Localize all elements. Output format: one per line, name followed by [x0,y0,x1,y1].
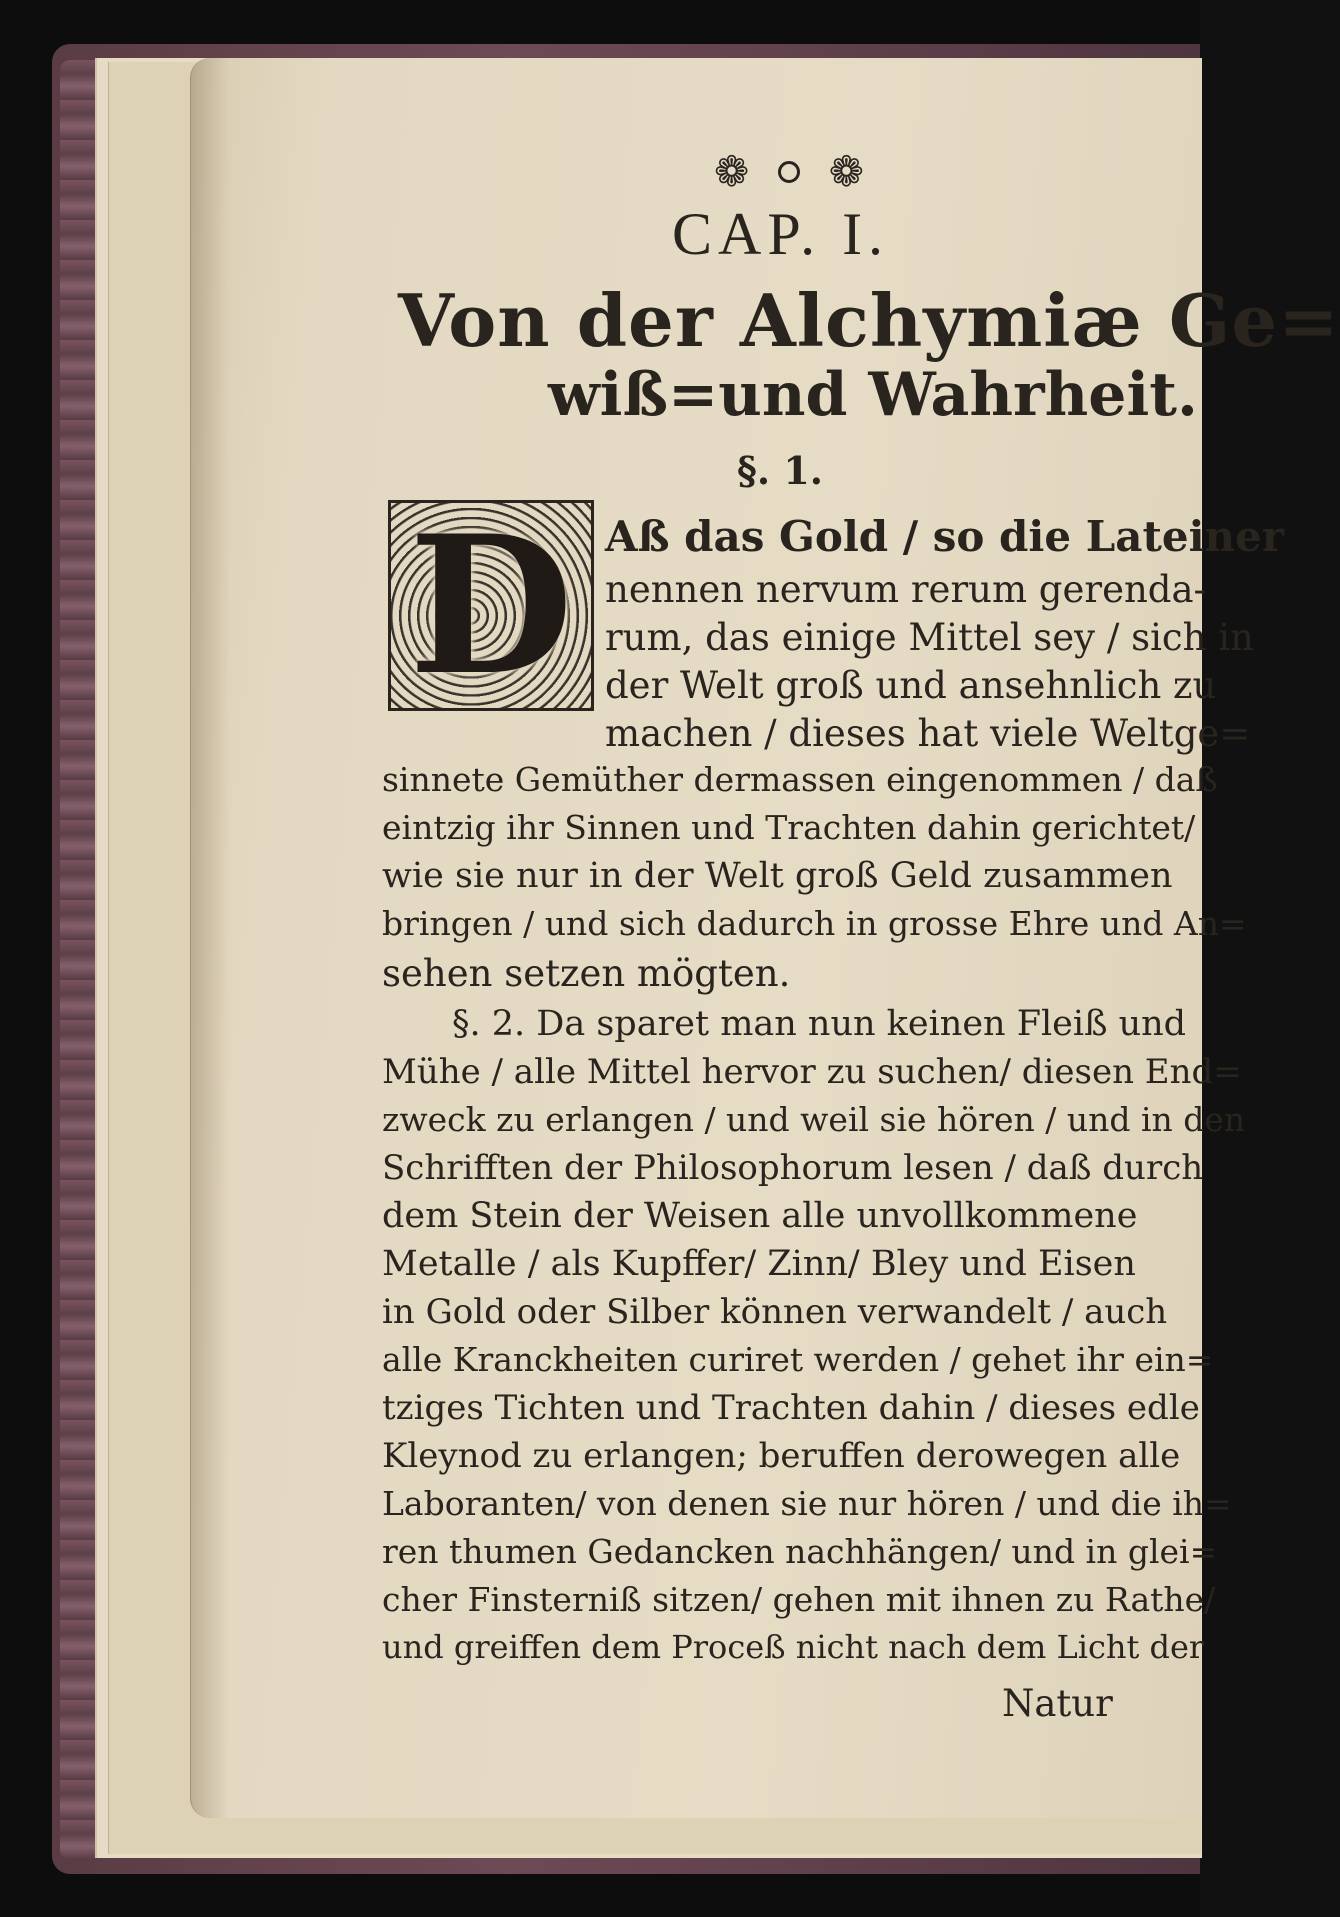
flower-ornament-icon: ❁ [828,147,864,196]
paragraph-2-line: Kleynod zu erlangen; beruffen derowegen alle [382,1436,1181,1476]
paragraph-2-line: in Gold oder Silber können verwandelt / auch [382,1292,1168,1332]
paragraph-2-line: dem Stein der Weisen alle unvollkommene [382,1196,1138,1236]
paragraph-1-line: eintzig ihr Sinnen und Trachten dahin gerichtet/ [382,808,1196,847]
paragraph-2-line: cher Finsterniß sitzen/ gehen mit ihnen zu Rathe/ [382,1580,1216,1619]
gutter-shadow [190,58,230,1818]
catchword: Natur [1002,1682,1113,1725]
chapter-title-line-1: Von der Alchymiæ Ge= [398,278,1340,363]
paragraph-2-line: und greiffen dem Proceß nicht nach dem Licht der [382,1628,1205,1666]
paragraph-2-line: §. 2. Da sparet man nun keinen Fleiß und [452,1004,1187,1044]
paragraph-2-line: Schrifften der Philosophorum lesen / daß durch [382,1148,1204,1188]
section-mark: §. 1. [737,448,824,493]
paragraph-1-line: bringen / und sich dadurch in grosse Ehre und An= [382,904,1247,943]
paragraph-2-line: alle Kranckheiten curiret werden / gehet ihr ein= [382,1340,1214,1379]
paragraph-1-line: sehen setzen mögten. [382,952,791,995]
paragraph-1-line: machen / dieses hat viele Weltge= [605,712,1251,755]
paragraph-1-line: sinnete Gemüther dermassen eingenommen / daß [382,760,1218,799]
ring-ornament-icon [778,161,800,183]
paragraph-1-line: rum, das einige Mittel sey / sich in [605,616,1254,659]
chapter-heading: CAP. I. [672,201,890,267]
initial-letter: D [408,493,574,717]
paragraph-2-line: ren thumen Gedancken nachhängen/ und in glei= [382,1532,1218,1571]
decorated-initial [388,493,594,717]
paragraph-2-line: Laboranten/ von denen sie nur hören / und die ih= [382,1484,1232,1523]
paragraph-2-line: Mühe / alle Mittel hervor zu suchen/ diesen End= [382,1052,1242,1092]
headpiece-ornament [714,147,864,196]
paragraph-2-line: zweck zu erlangen / und weil sie hören / und in den [382,1100,1246,1139]
paragraph-1-line: Aß das Gold / so die Lateiner [605,512,1284,561]
paragraph-1-line: nennen nervum rerum gerenda- [605,568,1207,611]
chapter-title-line-2: wiß=und Wahrheit. [548,360,1198,430]
paragraph-1-line: wie sie nur in der Welt groß Geld zusammen [382,856,1173,896]
paragraph-2-line: tziges Tichten und Trachten dahin / dieses edle [382,1388,1200,1428]
paragraph-1-line: der Welt groß und ansehnlich zu [605,664,1217,707]
paragraph-2-line: Metalle / als Kupffer/ Zinn/ Bley und Eisen [382,1244,1136,1284]
flower-ornament-icon: ❁ [714,147,750,196]
